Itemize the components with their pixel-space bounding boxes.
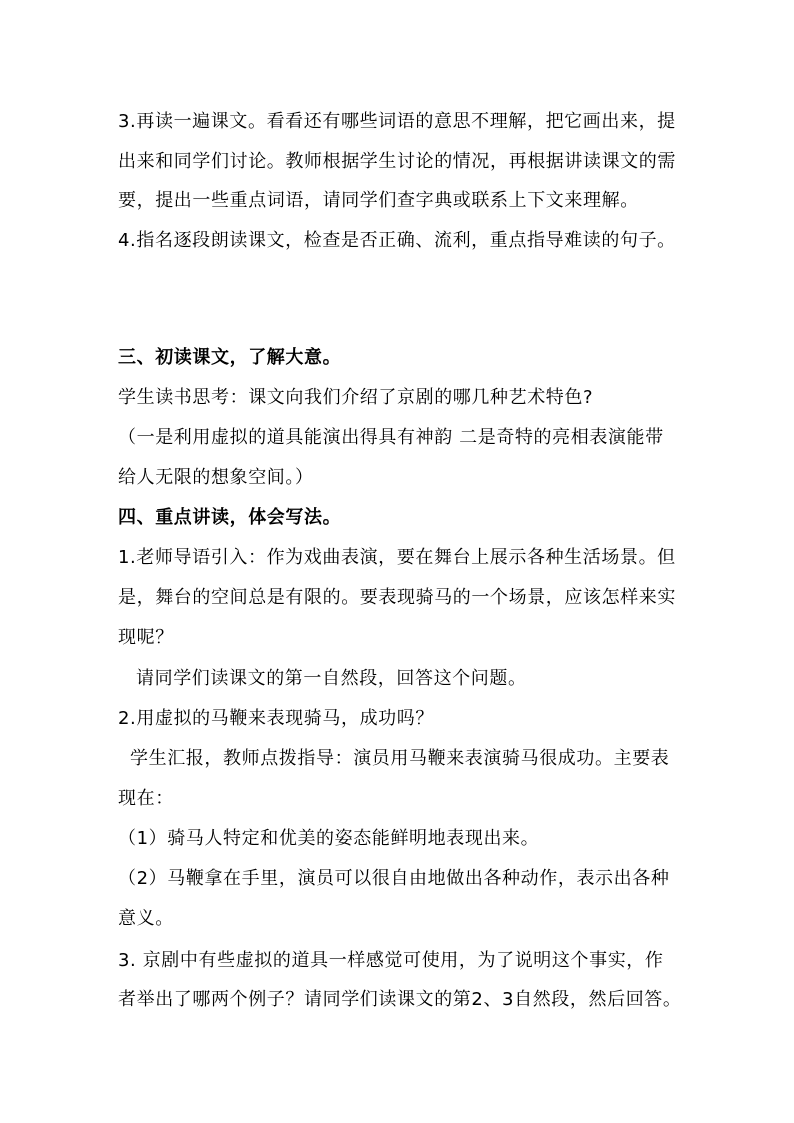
- paragraph-line: 2.用虚拟的马鞭来表现骑马，成功吗？: [118, 708, 434, 729]
- paragraph-line: 1.老师导语引入：作为戏曲表演，要在舞台上展示各种生活场景。但: [118, 547, 676, 568]
- paragraph-line: 3. 京剧中有些虚拟的道具一样感觉可使用，为了说明这个事实，作: [118, 950, 664, 971]
- paragraph-line: 学生读书思考：课文向我们介绍了京剧的哪几种艺术特色?: [118, 387, 594, 408]
- paragraph-line: 给人无限的想象空间。）: [118, 467, 314, 488]
- paragraph-line: （2）马鞭拿在手里，演员可以很自由地做出各种动作，表示出各种: [118, 868, 670, 889]
- paragraph-line: 请同学们读课文的第一自然段，回答这个问题。: [136, 668, 527, 689]
- paragraph-line: 现呢？: [118, 627, 174, 648]
- section-heading: 四、重点讲读，体会写法。: [118, 507, 342, 528]
- paragraph-line: 现在：: [118, 788, 174, 809]
- paragraph-line: 要，提出一些重点词语，请同学们查字典或联系上下文来理解。: [118, 190, 639, 211]
- paragraph-line: 3.再读一遍课文。看看还有哪些词语的意思不理解，把它画出来，提: [118, 111, 676, 132]
- paragraph-line: 学生汇报，教师点拨指导：演员用马鞭来表演骑马很成功。主要表: [130, 748, 670, 769]
- paragraph-line: （1）骑马人特定和优美的姿态能鲜明地表现出来。: [118, 828, 540, 849]
- paragraph-line: 4.指名逐段朗读课文，检查是否正确、流利，重点指导难读的句子。: [118, 230, 676, 251]
- paragraph-line: 是，舞台的空间总是有限的。要表现骑马的一个场景，应该怎样来实: [118, 587, 676, 608]
- paragraph-line: 意义。: [118, 908, 174, 929]
- paragraph-line: （一是利用虚拟的道具能演出得具有神韵 二是奇特的亮相表演能带: [118, 427, 664, 448]
- paragraph-line: 者举出了哪两个例子？请同学们读课文的第2、3自然段，然后回答。: [118, 989, 682, 1010]
- paragraph-line: 出来和同学们讨论。教师根据学生讨论的情况，再根据讲读课文的需: [118, 151, 676, 172]
- section-heading: 三、初读课文，了解大意。: [118, 347, 342, 368]
